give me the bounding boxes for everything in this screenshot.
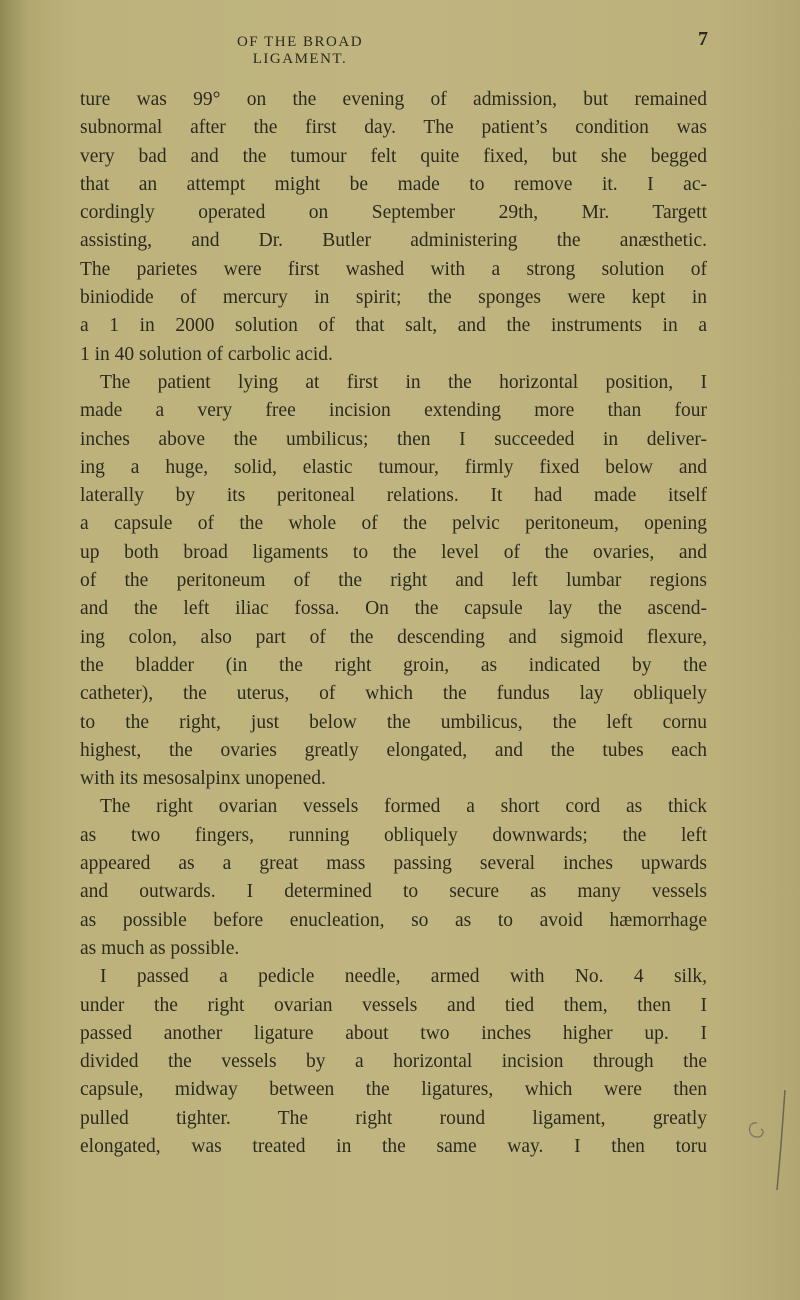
text-line: subnormal after the first day. The patient’s condition was (80, 117, 707, 139)
text-line: I passed a pedicle needle, armed with No. 4 silk, (100, 966, 707, 988)
text-line: a capsule of the whole of the pelvic peritoneum, opening (80, 513, 707, 535)
text-line: catheter), the uterus, of which the fundus lay obliquely (80, 683, 707, 705)
text-line: ing colon, also part of the descending and sigmoid flexure, (80, 626, 707, 648)
text-line: elongated, was treated in the same way. I then toru (80, 1135, 707, 1157)
body-text (80, 86, 707, 1161)
text-line: very bad and the tumour felt quite fixed, but she begged (80, 145, 707, 167)
text-line: made a very free incision extending more than four (80, 400, 707, 422)
text-line: The parietes were first washed with a strong solution of (80, 258, 707, 280)
page-number: 7 (698, 28, 708, 50)
text-line: of the peritoneum of the right and left lumbar regions (80, 570, 707, 592)
text-line: The right ovarian vessels formed a short cord as thick (100, 796, 707, 818)
text-line: The patient lying at first in the horizontal position, I (100, 371, 707, 393)
text-line: highest, the ovaries greatly elongated, and the tubes each (80, 739, 707, 761)
text-line: appeared as a great mass passing several inches upwards (80, 853, 707, 875)
text-line: the bladder (in the right groin, as indicated by the (80, 654, 707, 676)
text-line: to the right, just below the umbilicus, the left cornu (80, 711, 707, 733)
text-line: cordingly operated on September 29th, Mr. Targett (80, 202, 707, 224)
text-line: and outwards. I determined to secure as many vessels (80, 881, 707, 903)
text-line: passed another ligature about two inches higher up. I (80, 1022, 707, 1044)
text-line: ing a huge, solid, elastic tumour, firmly fixed below and (80, 456, 707, 478)
text-line: capsule, midway between the ligatures, which were then (80, 1079, 707, 1101)
text-line: biniodide of mercury in spirit; the sponges were kept in (80, 287, 707, 309)
text-line: as much as possible. (80, 937, 240, 959)
text-line: divided the vessels by a horizontal incision through the (80, 1051, 707, 1073)
text-line: that an attempt might be made to remove it. I ac- (80, 173, 707, 195)
text-line: up both broad ligaments to the level of the ovaries, and (80, 541, 707, 563)
text-line: a 1 in 2000 solution of that salt, and the instruments in a (80, 315, 707, 337)
text-line: pulled tighter. The right round ligament, greatly (80, 1107, 707, 1129)
text-line: ture was 99° on the evening of admission, but remained (80, 89, 707, 110)
text-line: with its mesosalpinx unopened. (80, 768, 326, 790)
text-line: 1 in 40 solution of carbolic acid. (80, 343, 333, 365)
text-line: as two fingers, running obliquely downwards; the left (80, 824, 707, 846)
text-line: and the left iliac fossa. On the capsule lay the ascend- (80, 598, 707, 620)
pencil-annotation (735, 1085, 795, 1195)
text-line: inches above the umbilicus; then I succeeded in deliver- (80, 428, 707, 450)
text-line: under the right ovarian vessels and tied them, then I (80, 994, 707, 1016)
text-line: laterally by its peritoneal relations. It had made itself (80, 485, 707, 507)
running-header: OF THE BROAD LIGAMENT. (236, 34, 364, 67)
text-line: as possible before enucleation, so as to avoid hæmorrhage (80, 909, 707, 931)
text-line: assisting, and Dr. Butler administering the anæsthetic. (80, 230, 707, 252)
